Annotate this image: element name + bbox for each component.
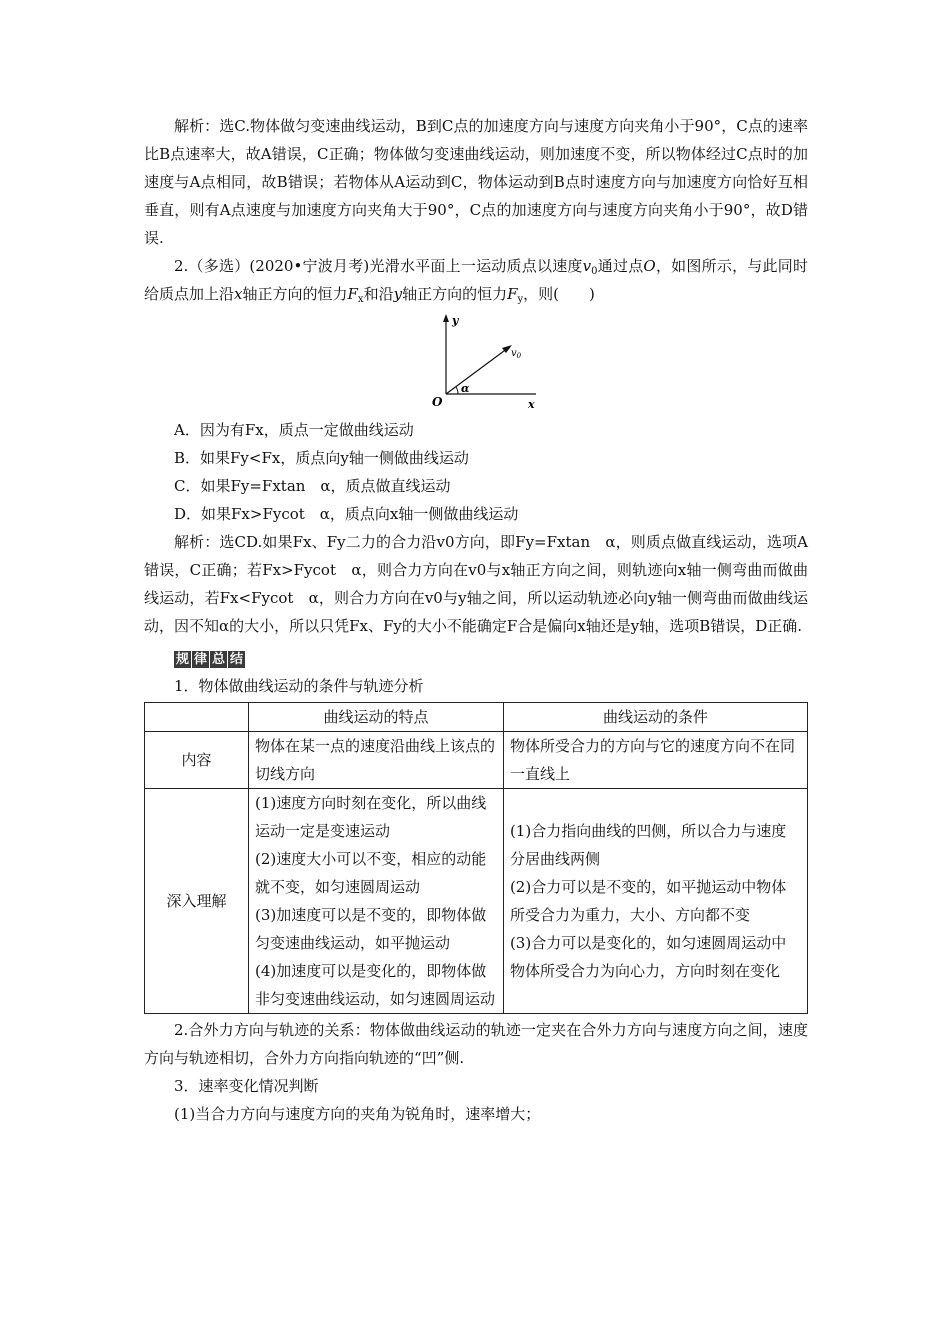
- option-b: B．如果Fy<Fx，质点向y轴一侧做曲线运动: [174, 449, 469, 467]
- velocity-vector: [446, 348, 508, 394]
- table-cell: 物体在某一点的速度沿曲线上该点的切线方向: [249, 732, 504, 789]
- summary-table: [144, 702, 808, 1014]
- v0-label: $v_0$: [511, 348, 522, 360]
- origin-label: O: [432, 395, 443, 409]
- row-label-content: 内容: [145, 732, 249, 789]
- table-cell: (1)合力指向曲线的凹侧，所以合力与速度分居曲线两侧 (2)合力可以是不变的，如平抛运动中物体所受合力为重力，大小、方向都不变 (3)合力可以是变化的，如匀速圆周运动中物体所受合力为向心力，方向时刻在变化: [503, 789, 807, 1014]
- table-row: [145, 732, 808, 789]
- option-d: D．如果Fx>Fycot α，质点向x轴一侧做曲线运动: [174, 505, 519, 523]
- option-c: C．如果Fy=Fxtan α，质点做直线运动: [174, 477, 451, 495]
- option-a: A．因为有Fx，质点一定做曲线运动: [174, 421, 414, 439]
- analysis-1: 解析：选C.物体做匀变速曲线运动，B到C点的加速度方向与速度方向夹角小于90°，C点的速率比B点速率大，故A错误，C正确；物体做匀变速曲线运动，则加速度不变，所以物体经过C点时的加速度与A点相同，故B错误；若物体从A运动到C，物体运动到B点时速度方向与加速度方向恰好互相垂直，则有A点速度与加速度方向夹角大于90°，C点的加速度方向与速度方向夹角小于90°，故D错误.: [144, 117, 808, 247]
- point-3-title: 3．速率变化情况判断: [174, 1077, 319, 1095]
- point-2: 2.合外力方向与轨迹的关系：物体做曲线运动的轨迹一定夹在合外力方向与速度方向之间，速度方向与轨迹相切，合外力方向指向轨迹的“凹”侧.: [144, 1021, 808, 1067]
- axes-diagram: [416, 310, 536, 414]
- table-header-empty: [145, 703, 249, 732]
- summary-badge: 规 律 总 结: [176, 652, 244, 667]
- summary-title: 1．物体做曲线运动的条件与轨迹分析: [174, 677, 424, 695]
- angle-arc: [456, 387, 458, 394]
- point-3-item-1: (1)当合力方向与速度方向的夹角为锐角时，速率增大；: [174, 1105, 541, 1123]
- y-axis-arrow: [443, 314, 449, 322]
- row-label-understanding: 深入理解: [145, 789, 249, 1014]
- x-label: x: [528, 398, 535, 411]
- question-2: 2.（多选）(2020•宁波月考)光滑水平面上一运动质点以速度$v_0$通过点O，如图所示，与此同时给质点加上沿x轴正方向的恒力$F_x$和沿y轴正方向的恒力$F_y$，则( ): [144, 257, 808, 305]
- table-cell: 物体所受合力的方向与它的速度方向不在同一直线上: [503, 732, 807, 789]
- table-row: [145, 789, 808, 1014]
- analysis-2: 解析：选CD.如果Fx、Fy二力的合力沿v0方向，即Fy=Fxtan α，则质点做直线运动，选项A错误，C正确；若Fx>Fycot α，则合力方向在v0与x轴正方向之间，则轨迹向x轴一侧弯曲而做曲线运动，若Fx<Fycot α，则合力方向在v0与y轴之间，所以运动轨迹必向y轴一侧弯曲而做曲线运动，因不知α的大小，所以只凭Fx、Fy的大小不能确定F合是偏向x轴还是y轴，选项B错误，D正确.: [144, 533, 808, 635]
- y-label: y: [452, 314, 459, 327]
- table-cell: (1)速度方向时刻在变化，所以曲线运动一定是变速运动 (2)速度大小可以不变，相应的动能就不变，如匀速圆周运动 (3)加速度可以是不变的，即物体做匀变速曲线运动，如平抛运动 (4)加速度可以是变化的，即物体做非匀变速曲线运动，如匀速圆周运动: [249, 789, 504, 1014]
- table-header-feature: 曲线运动的特点: [249, 703, 504, 732]
- velocity-figure: [144, 310, 808, 416]
- table-header-row: [145, 703, 808, 732]
- table-header-condition: 曲线运动的条件: [503, 703, 807, 732]
- page-content: [144, 112, 808, 1128]
- alpha-label: α: [461, 382, 470, 395]
